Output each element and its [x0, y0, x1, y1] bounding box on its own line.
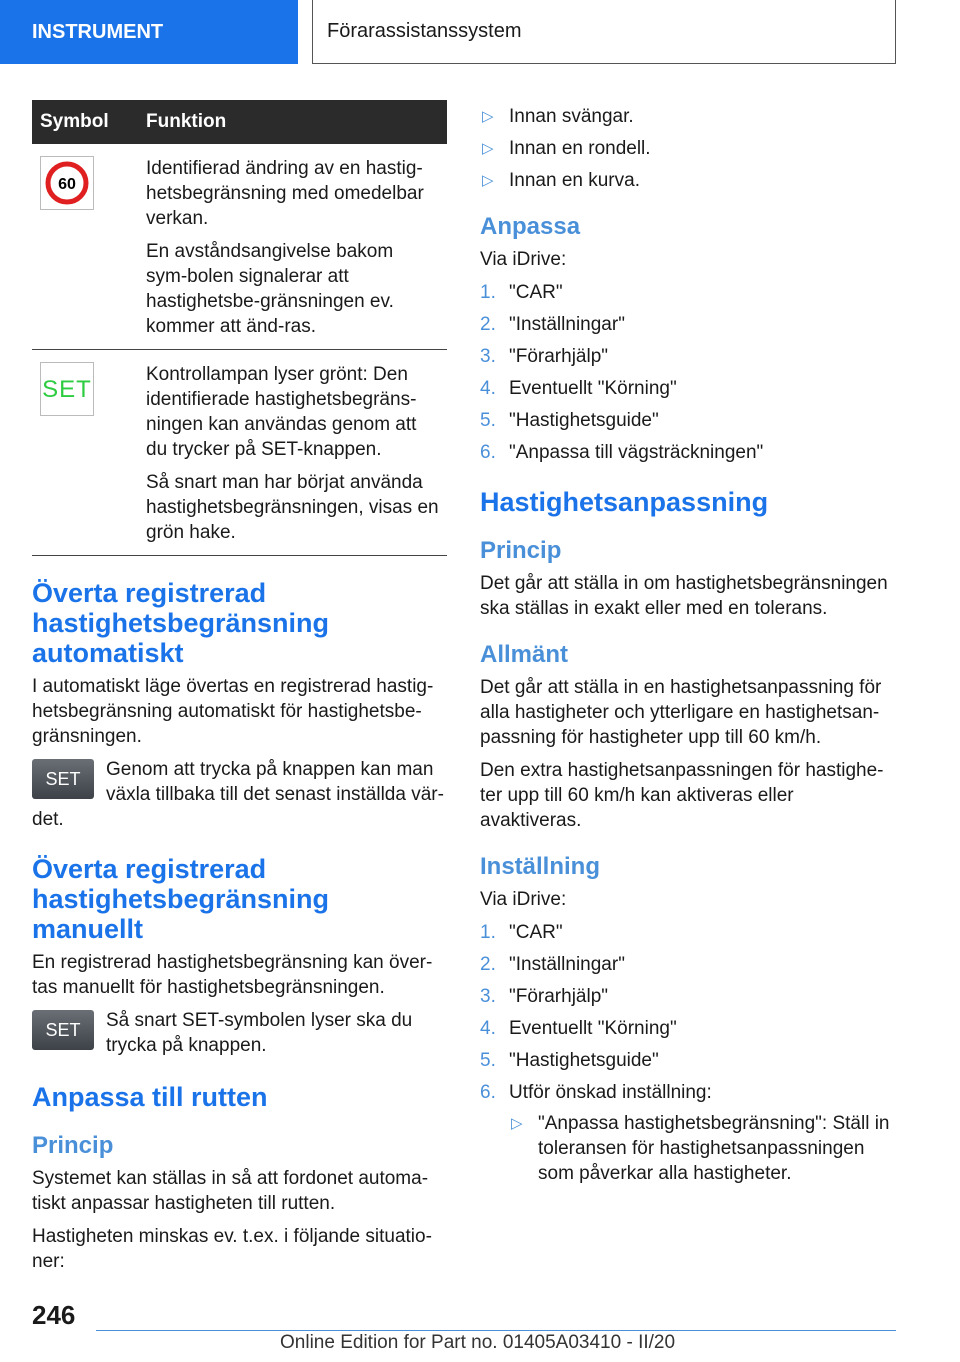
chapter-title: Förarassistanssystem [327, 20, 522, 42]
subheading-adapt: Anpassa [480, 213, 581, 240]
set-button-icon [32, 1010, 94, 1050]
list-item: 2. "Inställningar" [480, 954, 625, 975]
function-text: Identifierad ändring av en hastig‐hetsbegränsning med omedelbar verkan. [146, 158, 424, 229]
function-text: En avståndsangivelse bakom sym‐bolen signalerar att hastighetsbe‐gränsningen ev. kommer att änd‐ras. [146, 241, 394, 337]
paragraph: Via iDrive: [480, 249, 567, 270]
list-item: 6. "Anpassa till vägsträckningen" [480, 442, 764, 463]
set-button-label: SET [45, 768, 81, 789]
heading-speed-adaptation: Hastighetsanpassning [480, 487, 769, 517]
speed-limit-value: 60 [58, 176, 76, 193]
list-item: 6. Utför önskad inställning: ▷ "Anpassa hastighetsbegränsning": Ställ in toleransen för hastighetsanpassningen som påverkar alla hastigheter. [480, 1080, 896, 1186]
list-item: ▷ Innan en kurva. [482, 170, 640, 191]
setting-steps [480, 920, 896, 1186]
list-item: 5. "Hastighetsguide" [480, 410, 659, 431]
list-item: 5. "Hastighetsguide" [480, 1050, 659, 1071]
subheading-principle: Princip [32, 1132, 114, 1159]
subheading-principle: Princip [480, 537, 562, 564]
col-function-header: Funktion [138, 100, 447, 144]
list-item: 2. "Inställningar" [480, 314, 625, 335]
symbol-cell [32, 144, 138, 350]
paragraph: Hastigheten minskas ev. t.ex. i följande situatio‐ner: [32, 1226, 432, 1272]
set-green-icon [40, 362, 94, 416]
triangle-bullet-icon: ▷ [482, 108, 494, 125]
paragraph: En registrerad hastighetsbegränsning kan över‐tas manuellt för hastighetsbegränsningen. [32, 952, 433, 998]
function-cell [138, 350, 447, 556]
chapter-header [312, 0, 896, 64]
right-column [480, 104, 896, 1194]
subheading-setting: Inställning [480, 853, 600, 880]
function-text: Kontrollampan lyser grönt: Den identifierade hastighetsbegräns‐ningen kan användas genom att du trycker på SET-knappen. [146, 364, 417, 460]
left-column [32, 100, 447, 1282]
list-item: ▷ Innan svängar. [482, 106, 634, 127]
paragraph: Via iDrive: [480, 889, 567, 910]
triangle-bullet-icon: ▷ [482, 172, 494, 189]
table-header-row [32, 100, 447, 144]
list-item: 4. Eventuellt "Körning" [480, 1018, 677, 1039]
list-item: 1. "CAR" [480, 922, 563, 943]
set-green-label: SET [42, 375, 92, 403]
paragraph: Den extra hastighetsanpassningen för hastighe‐ter upp till 60 km/h kan aktiveras eller avaktiveras. [480, 760, 884, 831]
subheading-general: Allmänt [480, 641, 569, 668]
triangle-bullet-icon: ▷ [482, 140, 494, 157]
list-item: 1. "CAR" [480, 282, 563, 303]
triangle-bullet-icon: ▷ [511, 1115, 523, 1132]
list-item: ▷ "Anpassa hastighetsbegränsning": Ställ in toleransen för hastighetsanpassningen som påverkar alla hastigheter. [511, 1113, 890, 1184]
heading-manual-takeover: Överta registrerad hastighetsbegränsning manuellt [32, 854, 330, 944]
set-button-note [32, 1008, 447, 1060]
function-cell [138, 144, 447, 350]
symbol-table [32, 100, 447, 556]
set-button-icon [32, 759, 94, 799]
section-tab [0, 0, 298, 64]
symbol-cell [32, 350, 138, 556]
set-button-label: SET [45, 1019, 81, 1040]
paragraph: Så snart SET-symbolen lyser ska du trycka på knappen. [106, 1010, 413, 1056]
list-item: 4. Eventuellt "Körning" [480, 378, 677, 399]
edition-text: Online Edition for Part no. 01405A03410 - II/20 [280, 1332, 676, 1353]
section-label: INSTRUMENT [32, 20, 164, 43]
set-button-note [32, 757, 447, 832]
situation-list [480, 104, 896, 193]
adapt-steps [480, 280, 896, 465]
speed-limit-icon [40, 156, 94, 210]
sub-list [509, 1111, 896, 1186]
paragraph: Det går att ställa in en hastighetsanpassning för alla hastigheter och ytterligare en hastighetsan‐passning för hastigheter upp till 60 km/h. [480, 677, 882, 748]
function-text: Så snart man har börjat använda hastighetsbegränsningen, visas en grön hake. [146, 472, 439, 543]
col-symbol-header: Symbol [32, 100, 138, 144]
paragraph: Det går att ställa in om hastighetsbegränsningen ska ställas in exakt eller med en tolerans. [480, 573, 888, 619]
list-item: 3. "Förarhjälp" [480, 986, 609, 1007]
list-item: ▷ Innan en rondell. [482, 138, 651, 159]
paragraph: Systemet kan ställas in så att fordonet automa‐tiskt anpassar hastigheten till rutten. [32, 1168, 429, 1214]
heading-auto-takeover: Överta registrerad hastighetsbegränsning automatiskt [32, 578, 330, 668]
table-row [32, 350, 447, 556]
list-item: 3. "Förarhjälp" [480, 346, 609, 367]
heading-adapt-route: Anpassa till rutten [32, 1082, 268, 1112]
paragraph: I automatiskt läge övertas en registrerad hastig‐hetsbegränsning automatiskt för hastighetsbe‐gränsningen. [32, 676, 434, 747]
paragraph: Genom att trycka på knappen kan man växla tillbaka till det senast inställda vär‐det. [32, 759, 444, 830]
page-number: 246 [32, 1300, 76, 1330]
table-row [32, 144, 447, 350]
footer-divider [96, 1330, 896, 1331]
